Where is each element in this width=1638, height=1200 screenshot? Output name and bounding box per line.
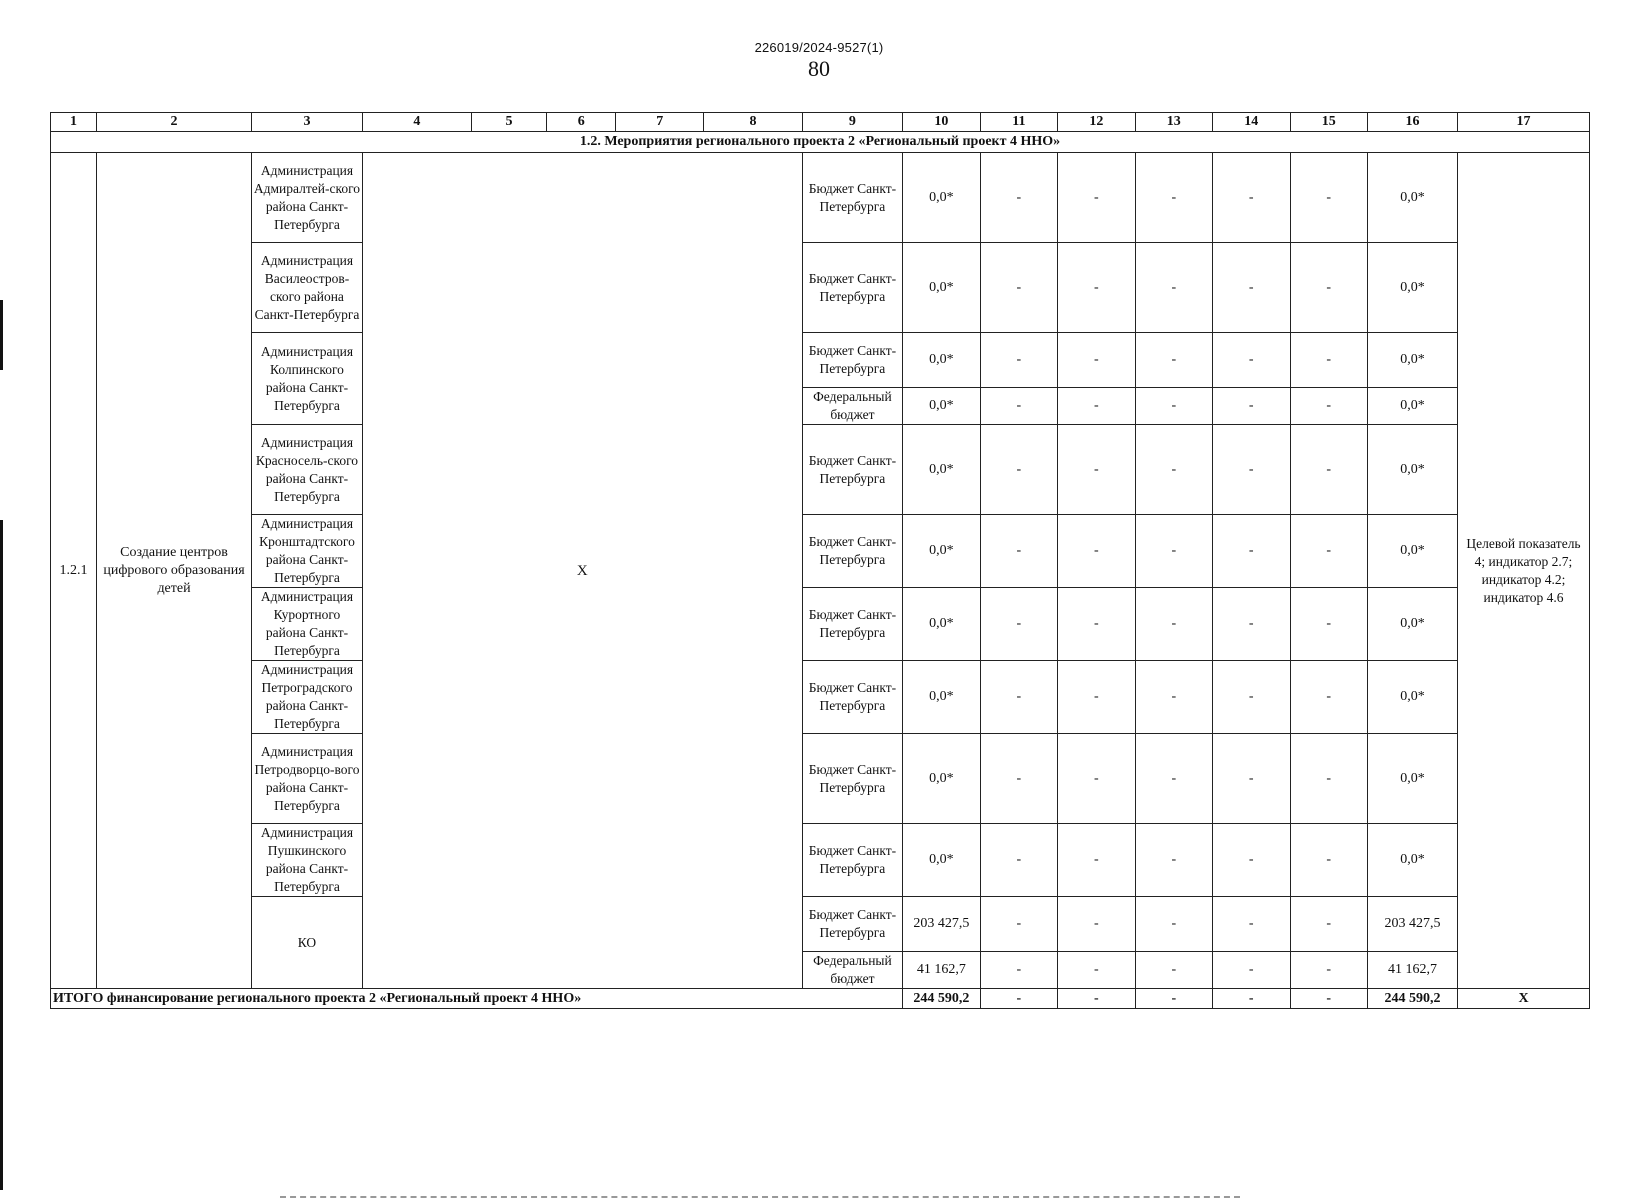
funding-source: Федеральный бюджет	[802, 388, 903, 425]
total-row	[51, 989, 1590, 1009]
funding-source: Федеральный бюджет	[802, 952, 903, 989]
value-col-11: -	[980, 734, 1057, 824]
value-col-10: 0,0*	[903, 333, 980, 388]
column-number-7: 7	[616, 113, 704, 132]
table-row	[51, 425, 1590, 515]
value-col-15: -	[1290, 588, 1367, 661]
column-number-6: 6	[547, 113, 616, 132]
value-col-14: -	[1213, 243, 1290, 333]
value-col-15: -	[1290, 897, 1367, 952]
total-c10: 244 590,2	[903, 989, 980, 1009]
document-id: 226019/2024-9527(1)	[754, 40, 884, 55]
table-row	[51, 153, 1590, 243]
value-col-11: -	[980, 897, 1057, 952]
column-number-8: 8	[704, 113, 802, 132]
value-col-10: 203 427,5	[903, 897, 980, 952]
value-col-12: -	[1058, 952, 1135, 989]
total-label: ИТОГО финансирование регионального проекта 2 «Региональный проект 4 ННО»	[51, 989, 903, 1009]
value-col-16: 203 427,5	[1367, 897, 1457, 952]
value-col-13: -	[1135, 153, 1212, 243]
value-col-14: -	[1213, 153, 1290, 243]
value-col-11: -	[980, 952, 1057, 989]
table-row	[51, 734, 1590, 824]
value-col-16: 0,0*	[1367, 661, 1457, 734]
scan-edge-mark	[0, 520, 3, 1190]
scan-edge-mark	[0, 300, 3, 370]
executor-name: Администрация Адмиралтей-ского района Санкт-Петербурга	[252, 153, 363, 243]
value-col-10: 41 162,7	[903, 952, 980, 989]
value-col-13: -	[1135, 824, 1212, 897]
value-col-11: -	[980, 515, 1057, 588]
funding-source: Бюджет Санкт-Петербурга	[802, 734, 903, 824]
section-title: 1.2. Мероприятия регионального проекта 2 «Региональный проект 4 ННО»	[51, 132, 1590, 153]
funding-source: Бюджет Санкт-Петербурга	[802, 333, 903, 388]
column-number-16: 16	[1367, 113, 1457, 132]
value-col-12: -	[1058, 734, 1135, 824]
column-number-1: 1	[51, 113, 97, 132]
value-col-11: -	[980, 824, 1057, 897]
value-col-15: -	[1290, 425, 1367, 515]
value-col-14: -	[1213, 661, 1290, 734]
value-col-13: -	[1135, 661, 1212, 734]
value-col-15: -	[1290, 153, 1367, 243]
executor-name: КО	[252, 897, 363, 989]
value-col-16: 0,0*	[1367, 425, 1457, 515]
value-col-11: -	[980, 588, 1057, 661]
value-col-14: -	[1213, 897, 1290, 952]
executor-name: Администрация Кронштадтского района Санкт-Петербурга	[252, 515, 363, 588]
page-number: 80	[808, 56, 830, 81]
value-col-16: 41 162,7	[1367, 952, 1457, 989]
value-col-13: -	[1135, 897, 1212, 952]
column-number-10: 10	[903, 113, 980, 132]
executor-name: Администрация Петродворцо-вого района Санкт-Петербурга	[252, 734, 363, 824]
funding-source: Бюджет Санкт-Петербурга	[802, 153, 903, 243]
value-col-14: -	[1213, 588, 1290, 661]
value-col-12: -	[1058, 153, 1135, 243]
column-number-17: 17	[1458, 113, 1590, 132]
executor-name: Администрация Петроградского района Санкт-Петербурга	[252, 661, 363, 734]
funding-source: Бюджет Санкт-Петербурга	[802, 897, 903, 952]
activity-name: Создание центров цифрового образования детей	[97, 153, 252, 989]
value-col-16: 0,0*	[1367, 588, 1457, 661]
executor-name: Администрация Красносель-ского района Санкт-Петербурга	[252, 425, 363, 515]
value-col-14: -	[1213, 824, 1290, 897]
funding-source: Бюджет Санкт-Петербурга	[802, 243, 903, 333]
scan-noise-line	[280, 1196, 1240, 1200]
column-number-14: 14	[1213, 113, 1290, 132]
column-number-13: 13	[1135, 113, 1212, 132]
executor-name: Администрация Курортного района Санкт-Петербурга	[252, 588, 363, 661]
value-col-14: -	[1213, 952, 1290, 989]
value-col-13: -	[1135, 388, 1212, 425]
column-number-row	[51, 113, 1590, 132]
value-col-10: 0,0*	[903, 824, 980, 897]
value-col-16: 0,0*	[1367, 333, 1457, 388]
value-col-15: -	[1290, 734, 1367, 824]
funding-source: Бюджет Санкт-Петербурга	[802, 824, 903, 897]
target-indicators: Целевой показатель 4; индикатор 2.7; индикатор 4.2; индикатор 4.6	[1458, 153, 1590, 989]
total-c13: -	[1135, 989, 1212, 1009]
value-col-11: -	[980, 425, 1057, 515]
value-col-13: -	[1135, 588, 1212, 661]
value-col-10: 0,0*	[903, 388, 980, 425]
activity-number: 1.2.1	[51, 153, 97, 989]
total-c14: -	[1213, 989, 1290, 1009]
value-col-16: 0,0*	[1367, 515, 1457, 588]
column-number-2: 2	[97, 113, 252, 132]
value-col-16: 0,0*	[1367, 153, 1457, 243]
value-col-10: 0,0*	[903, 425, 980, 515]
value-col-11: -	[980, 153, 1057, 243]
value-col-14: -	[1213, 734, 1290, 824]
value-col-16: 0,0*	[1367, 388, 1457, 425]
value-col-13: -	[1135, 425, 1212, 515]
funding-source: Бюджет Санкт-Петербурга	[802, 661, 903, 734]
column-number-15: 15	[1290, 113, 1367, 132]
funding-source: Бюджет Санкт-Петербурга	[802, 588, 903, 661]
value-col-12: -	[1058, 897, 1135, 952]
value-col-12: -	[1058, 388, 1135, 425]
section-row	[51, 132, 1590, 153]
value-col-11: -	[980, 388, 1057, 425]
value-col-10: 0,0*	[903, 243, 980, 333]
value-col-12: -	[1058, 243, 1135, 333]
value-col-16: 0,0*	[1367, 243, 1457, 333]
table-row	[51, 243, 1590, 333]
value-col-13: -	[1135, 515, 1212, 588]
value-col-13: -	[1135, 243, 1212, 333]
column-number-9: 9	[802, 113, 903, 132]
total-c11: -	[980, 989, 1057, 1009]
total-c16: 244 590,2	[1367, 989, 1457, 1009]
value-col-10: 0,0*	[903, 734, 980, 824]
value-col-15: -	[1290, 333, 1367, 388]
value-col-14: -	[1213, 515, 1290, 588]
value-col-15: -	[1290, 515, 1367, 588]
column-number-5: 5	[471, 113, 546, 132]
table-row	[51, 588, 1590, 661]
value-col-15: -	[1290, 661, 1367, 734]
value-col-15: -	[1290, 243, 1367, 333]
value-col-13: -	[1135, 734, 1212, 824]
value-col-10: 0,0*	[903, 515, 980, 588]
funding-source: Бюджет Санкт-Петербурга	[802, 515, 903, 588]
value-col-10: 0,0*	[903, 153, 980, 243]
total-c12: -	[1058, 989, 1135, 1009]
value-col-10: 0,0*	[903, 588, 980, 661]
financing-table	[50, 112, 1590, 1009]
columns-4-8-mark: X	[362, 153, 802, 989]
value-col-12: -	[1058, 333, 1135, 388]
total-c15: -	[1290, 989, 1367, 1009]
value-col-10: 0,0*	[903, 661, 980, 734]
column-number-11: 11	[980, 113, 1057, 132]
value-col-12: -	[1058, 661, 1135, 734]
value-col-15: -	[1290, 388, 1367, 425]
executor-name: Администрация Василеостров-ского района Санкт-Петербурга	[252, 243, 363, 333]
column-number-12: 12	[1058, 113, 1135, 132]
value-col-14: -	[1213, 388, 1290, 425]
table-row	[51, 661, 1590, 734]
funding-source: Бюджет Санкт-Петербурга	[802, 425, 903, 515]
value-col-13: -	[1135, 333, 1212, 388]
table-row	[51, 333, 1590, 388]
value-col-11: -	[980, 243, 1057, 333]
value-col-15: -	[1290, 824, 1367, 897]
executor-name: Администрация Пушкинского района Санкт-Петербурга	[252, 824, 363, 897]
table-row	[51, 897, 1590, 952]
value-col-15: -	[1290, 952, 1367, 989]
value-col-12: -	[1058, 588, 1135, 661]
total-c17: X	[1458, 989, 1590, 1009]
value-col-14: -	[1213, 333, 1290, 388]
value-col-16: 0,0*	[1367, 824, 1457, 897]
value-col-11: -	[980, 333, 1057, 388]
value-col-13: -	[1135, 952, 1212, 989]
value-col-12: -	[1058, 515, 1135, 588]
executor-name: Администрация Колпинского района Санкт-Петербурга	[252, 333, 363, 425]
value-col-16: 0,0*	[1367, 734, 1457, 824]
column-number-4: 4	[362, 113, 471, 132]
table-row	[51, 824, 1590, 897]
value-col-11: -	[980, 661, 1057, 734]
value-col-12: -	[1058, 824, 1135, 897]
table-row	[51, 515, 1590, 588]
column-number-3: 3	[252, 113, 363, 132]
value-col-12: -	[1058, 425, 1135, 515]
value-col-14: -	[1213, 425, 1290, 515]
